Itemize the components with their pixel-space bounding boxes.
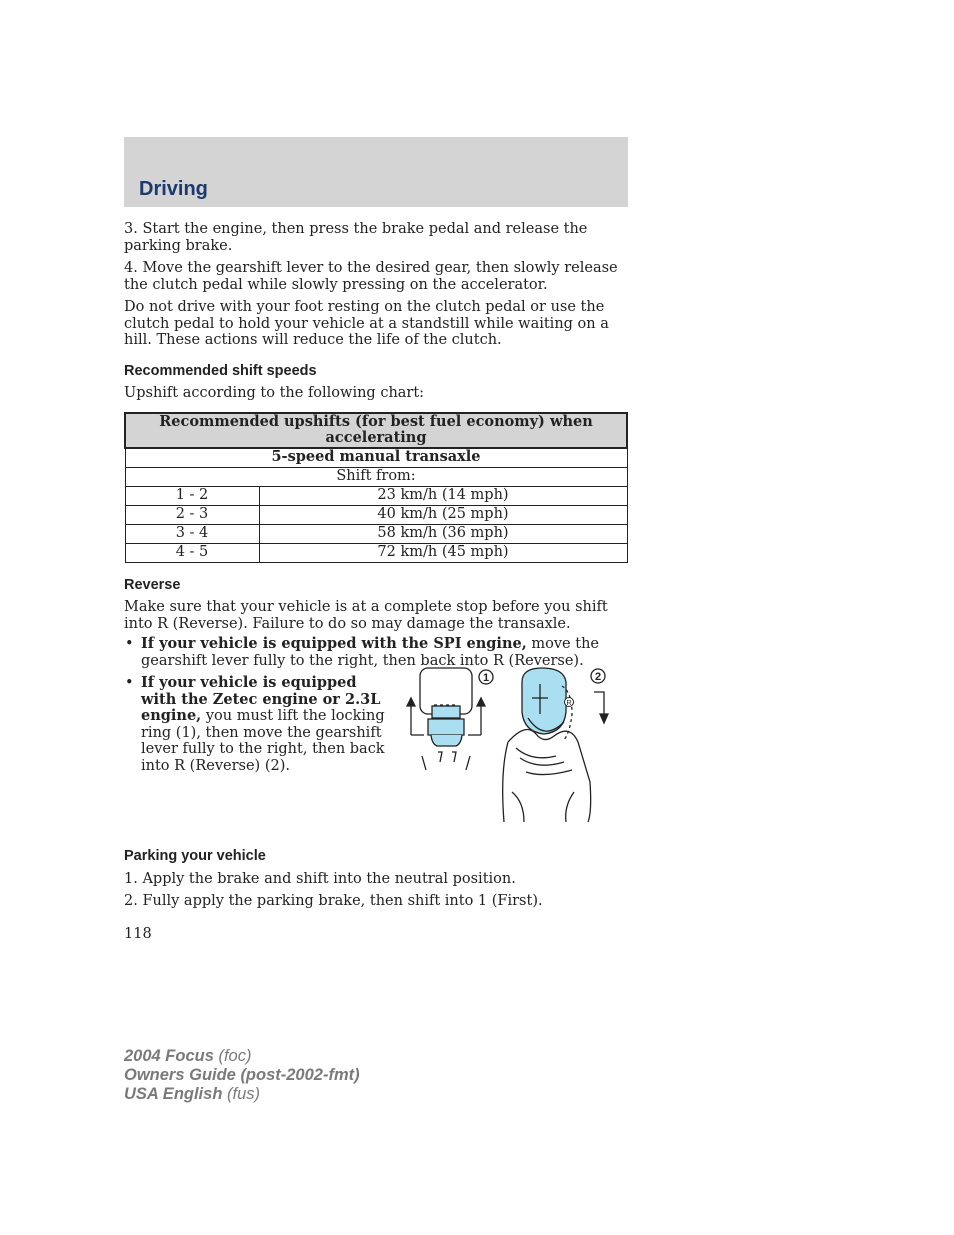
shift-speeds-heading: Recommended shift speeds — [124, 362, 317, 379]
bullet-text: you must lift the locking ring (1), then move the gearshift lever fully to the right, then back into R (Reverse) (2). — [141, 708, 385, 774]
gear-cell: 4 - 5 — [125, 543, 259, 562]
bullet-text: move the gearshift lever fully to the right, then back into R (Reverse). — [141, 636, 599, 669]
speed-cell: 72 km/h (45 mph) — [259, 543, 627, 562]
parking-step-2: 2. Fully apply the parking brake, then shift into 1 (First). — [124, 893, 543, 909]
gear-cell: 1 - 2 — [125, 486, 259, 505]
table-subtitle: 5-speed manual transaxle — [125, 448, 627, 468]
table-row — [125, 543, 627, 562]
gearshift-knob-icon — [407, 668, 485, 770]
gear-cell: 3 - 4 — [125, 524, 259, 543]
speed-cell: 40 km/h (25 mph) — [259, 505, 627, 524]
footer-model: 2004 Focus — [124, 1047, 214, 1065]
reverse-gate-label: R — [566, 700, 572, 707]
shift-speeds-table — [124, 412, 628, 563]
callout-2-label: 2 — [594, 671, 602, 683]
callout-1-label: 1 — [482, 672, 490, 684]
speed-cell: 23 km/h (14 mph) — [259, 486, 627, 505]
step-3: 3. Start the engine, then press the brake pedal and release the parking brake. — [124, 221, 588, 254]
footer-guide: Owners Guide (post-2002-fmt) — [124, 1066, 360, 1084]
bullet-bold: If your vehicle is equipped with the SPI engine, — [141, 635, 527, 652]
bullet-bold: If your vehicle is equipped with the Zetec engine or 2.3L engine, — [141, 674, 381, 724]
table-title: Recommended upshifts (for best fuel economy) when accelerating — [125, 413, 627, 448]
step-4: 4. Move the gearshift lever to the desired gear, then slowly release the clutch pedal while slowly pressing on the accelerator. — [124, 260, 618, 293]
table-column-label: Shift from: — [125, 467, 627, 486]
hand-on-shifter-icon — [503, 668, 591, 822]
section-header — [124, 137, 628, 207]
page-number: 118 — [124, 926, 152, 942]
table-row — [125, 505, 627, 524]
speed-cell: 58 km/h (36 mph) — [259, 524, 627, 543]
shift-intro: Upshift according to the following chart: — [124, 385, 425, 401]
document-footer — [124, 1047, 360, 1104]
reverse-heading: Reverse — [124, 576, 181, 593]
parking-step-1: 1. Apply the brake and shift into the neutral position. — [124, 870, 516, 887]
table-row — [125, 524, 627, 543]
list-item — [124, 675, 386, 774]
parking-section — [124, 848, 628, 910]
clutch-warning: Do not drive with your foot resting on the clutch pedal or use the clutch pedal to hold your vehicle at a standstill while waiting on a hill. These actions will reduce the life of the clutch. — [124, 299, 609, 348]
footer-language: USA English — [124, 1085, 223, 1103]
arrow-down-icon — [594, 692, 608, 723]
table-row — [125, 486, 627, 505]
footer-model-code: (foc) — [213, 1047, 252, 1065]
parking-heading: Parking your vehicle — [124, 848, 266, 864]
gear-cell: 2 - 3 — [125, 505, 259, 524]
footer-language-code: (fus) — [222, 1085, 260, 1103]
reverse-text: Make sure that your vehicle is at a complete stop before you shift into R (Reverse). Failure to do so may damage the transaxle. — [124, 599, 608, 632]
gearshift-illustration — [404, 662, 619, 827]
section-title: Driving — [139, 178, 208, 200]
